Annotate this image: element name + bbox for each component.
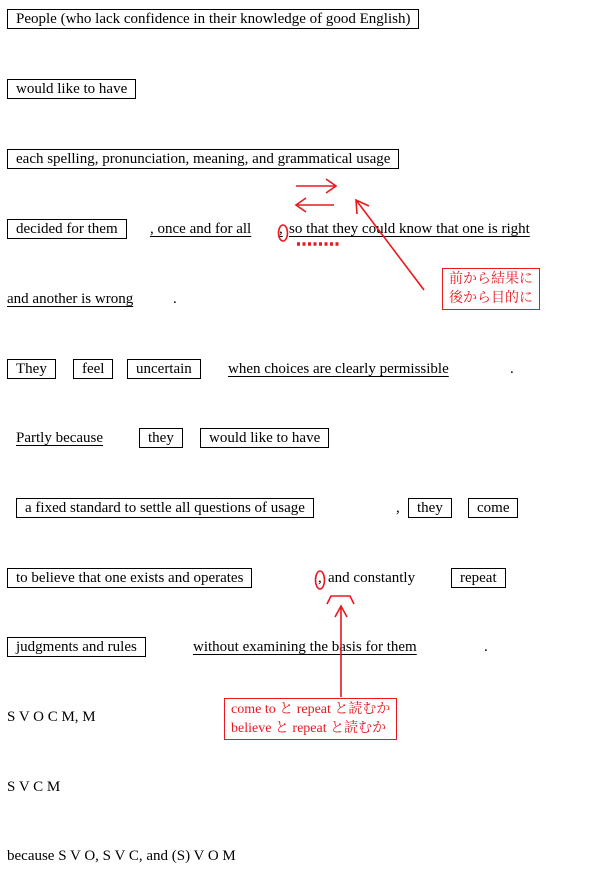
complement-box: uncertain	[127, 359, 201, 379]
verb-box: repeat	[451, 568, 506, 588]
modifier-another-is-wrong: and another is wrong	[7, 291, 134, 307]
note-line: believe と repeat と読むか	[231, 721, 387, 736]
subject-box: they	[408, 498, 452, 518]
and-bracket	[327, 596, 354, 604]
annotation-note-reading	[224, 698, 397, 740]
pattern-text: S V O C M, M	[7, 709, 96, 725]
period-text: .	[510, 361, 514, 377]
pattern-text: S V C M	[7, 779, 61, 795]
note-line: come to と repeat と読むか	[231, 702, 391, 717]
note-line: 後から目的に	[449, 291, 533, 306]
comma-text: ,	[396, 500, 400, 516]
verb-box: come	[468, 498, 518, 518]
period-text: .	[173, 291, 177, 307]
object-box: each spelling, pronunciation, meaning, and grammatical usage	[7, 149, 399, 169]
conjunction-and-constantly: and constantly	[328, 570, 416, 586]
comma-text: ,	[318, 570, 322, 586]
complement-box: to believe that one exists and operates	[7, 568, 252, 588]
left-arrow-icon	[296, 198, 334, 212]
modifier-once-and-for-all: , once and for all	[150, 221, 252, 237]
object-box: a fixed standard to settle all questions of usage	[16, 498, 314, 518]
modifier-so-that: so that they could know that one is right	[289, 221, 530, 237]
comma-text: ,	[279, 221, 283, 237]
annotation-note-result-purpose	[442, 268, 540, 310]
right-arrow-icon	[296, 179, 336, 193]
subject-box: They	[7, 359, 56, 379]
period-text: .	[484, 639, 488, 655]
verb-box: feel	[73, 359, 113, 379]
subject-box: they	[139, 428, 183, 448]
modifier-when-clause: when choices are clearly permissible	[228, 361, 449, 377]
verb-box: would like to have	[200, 428, 329, 448]
complement-box: decided for them	[7, 219, 127, 239]
pointer-arrow-icon	[356, 200, 424, 290]
note-line: 前から結果に	[449, 272, 533, 287]
verb-box: would like to have	[7, 79, 136, 99]
pattern-text: because S V O, S V C, and (S) V O M	[7, 848, 236, 864]
modifier-without-clause: without examining the basis for them	[193, 639, 417, 655]
object-box: judgments and rules	[7, 637, 146, 657]
conjunction-partly-because: Partly because	[16, 430, 104, 446]
subject-box: People (who lack confidence in their knowledge of good English)	[7, 9, 419, 29]
